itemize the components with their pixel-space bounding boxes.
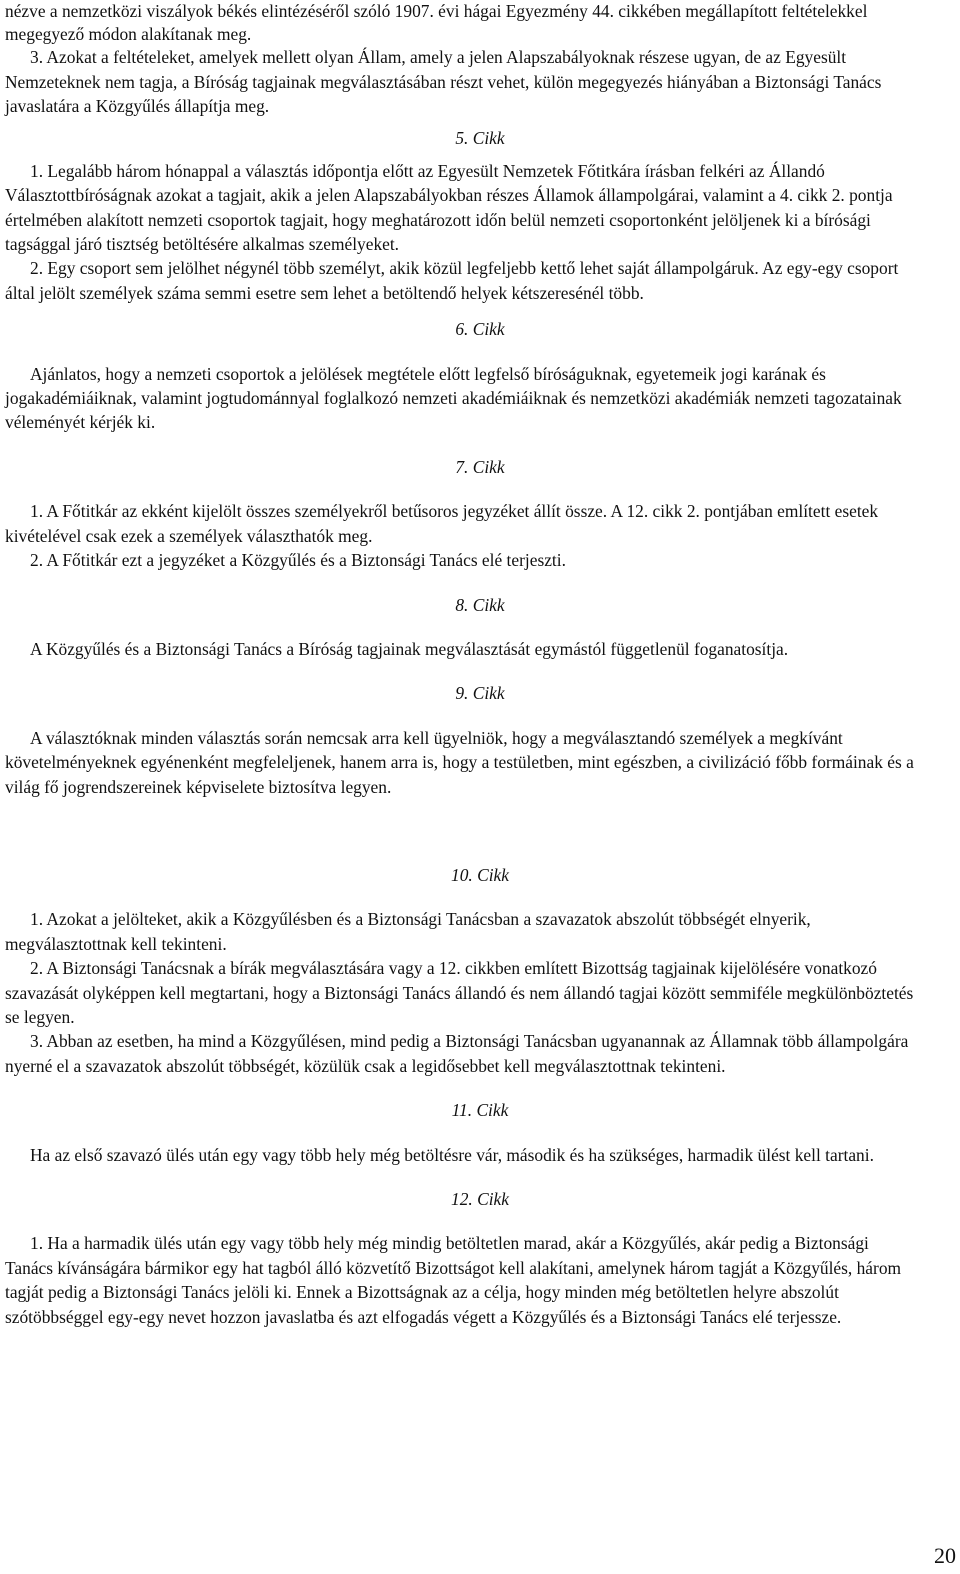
article-9-heading: 9. Cikk [455,683,505,704]
article-10-paragraph-1: 1. Azokat a jelölteket, akik a Közgyűlésben és a Biztonsági Tanácsban a szavazatok abszolút többségét elnyerik, megválasztottnak kell tekinteni. [5,909,811,954]
article-10-paragraph-2: 2. A Biztonsági Tanácsnak a bírák megválasztására vagy a 12. cikkben említett Bizottság tagjainak kijelölésére vonatkozó szavazását olyképpen kell megtartani, hogy a Biztonsági Tanács állandó és nem állandó tagjai között semmiféle megkülönböztetés se legyen. [5,958,914,1027]
article-7-paragraph-2: 2. A Főtitkár ezt a jegyzéket a Közgyűlés és a Biztonsági Tanács elé terjeszti. [30,550,566,571]
article-12-paragraph-1: 1. Ha a harmadik ülés után egy vagy több hely még mindig betöltetlen marad, akár a Közgyűlés, akár pedig a Biztonsági Tanács kívánságára bármikor egy hat tagból álló közvetítő Bizottságot kell alakítani, amelynek három tagját a Közgyűlés, három tagját pedig a Biztonsági Tanács jelöli ki. Ennek a Bizottságnak az a célja, hogy minden még betöltetlen helyre abszolút szótöbbséggel egy-egy nevet hozzon javaslatba és azt elfogadás végett a Közgyűlés és a Biztonsági Tanács elé terjessze. [5,1233,902,1327]
article-8-paragraph-1: A Közgyűlés és a Biztonsági Tanács a Bíróság tagjainak megválasztását egymástól függetlenül foganatosítja. [30,638,789,659]
article-8-heading: 8. Cikk [455,594,505,615]
article-12-heading: 12. Cikk [451,1189,509,1209]
intro-paragraph-3: 3. Azokat a feltételeket, amelyek mellett olyan Állam, amely a jelen Alapszabályoknak részese ugyan, de az Egyesült Nemzeteknek nem tagja, a Bíróság tagjainak megválasztásában részt vehet, külön megegyezés hiányában a Biztonsági Tanács javaslatára a Közgyűlés állapítja meg. [5,47,882,116]
article-9-paragraph-1: A választóknak minden választás során nemcsak arra kell ügyelniök, hogy a megválasztandó személyek a megkívánt követelményeknek egyénenként megfeleljenek, hanem arra is, hogy a testületben, mint egészben, a civilizáció főbb formáinak és a világ fő jogrendszereinek képviselete biztosítva legyen. [5,727,914,797]
intro-paragraph-continuation: nézve a nemzetközi viszályok békés elintézéséről szóló 1907. évi hágai Egyezmény 44. cikkében megállapított feltételekkel megegyező módon alakítanak meg. [5,1,868,44]
article-10-heading: 10. Cikk [451,864,509,885]
article-11-heading: 11. Cikk [451,1100,509,1121]
article-10-paragraph-3: 3. Abban az esetben, ha mind a Közgyűlésen, mind pedig a Biztonsági Tanácsban ugyanannak az Államnak több állampolgára nyerné el a szavazatok abszolút többségét, közülük csak a legidősebbet kell megválasztottnak tekinteni. [5,1031,909,1076]
article-5-paragraph-1: 1. Legalább három hónappal a választás időpontja előtt az Egyesült Nemzetek Főtitkára írásban felkéri az Állandó Választottbíróságnak azokat a tagjait, akik a jelen Alapszabályokban részes Államok állampolgárai, valamint a 4. cikk 2. pontja értelmében alakított nemzeti csoportok tagjait, hogy meghatározott időn belül nemzeti csoportonként jelöljenek ki a bírósági tagsággal járó tisztség betöltésére alkalmas személyeket. [5,160,893,255]
article-5-heading: 5. Cikk [455,128,505,149]
article-11-paragraph-1: Ha az első szavazó ülés után egy vagy több hely még betöltésre vár, második és ha szükséges, harmadik ülést kell tartani. [30,1144,874,1165]
article-5-paragraph-2: 2. Egy csoport sem jelölhet négynél több személyt, akik közül legfeljebb kettő lehet saját állampolgáruk. Az egy-egy csoport által jelölt személyek száma semmi esetre sem lehet a betöltendő helyek kétszeresénél több. [5,258,899,303]
article-7-paragraph-1: 1. A Főtitkár az ekként kijelölt összes személyekről betűsoros jegyzéket állít össze. A 12. cikk 2. pontjában említett esetek kivételével csak ezek a személyek választhatók meg. [5,501,879,546]
intro-section [5,0,919,118]
article-7-heading: 7. Cikk [455,456,505,477]
article-6-paragraph-1: Ajánlatos, hogy a nemzeti csoportok a jelölések megtétele előtt legfelső bíróságuknak, egyetemeik jogi karának és jogakadémiáiknak, valamint jogtudománnyal foglalkozó nemzeti akadémiáiknak és nemzetközi akadémiák nemzeti tagozatainak véleményét kérjék ki. [5,363,902,433]
document-page [5,0,919,1329]
page-number: 20 [934,1543,956,1568]
article-6-heading: 6. Cikk [455,319,505,340]
